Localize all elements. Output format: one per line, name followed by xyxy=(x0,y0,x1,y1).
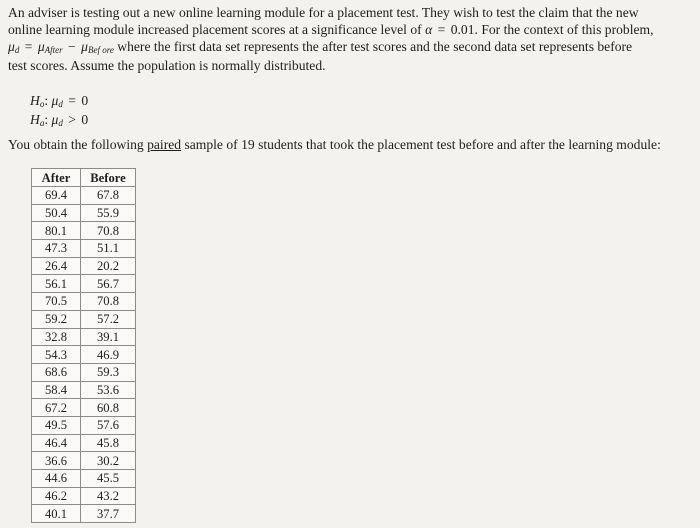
cell-before: 45.8 xyxy=(81,434,136,452)
table-row xyxy=(32,204,136,222)
cell-before: 60.8 xyxy=(81,399,136,417)
paired-underlined: paired xyxy=(147,137,182,152)
intro-line-2 xyxy=(8,21,688,38)
equals-sign-2: = xyxy=(24,39,33,54)
equals-sign: = xyxy=(437,22,446,37)
cell-before: 46.9 xyxy=(81,346,136,364)
cell-after: 40.1 xyxy=(32,505,81,523)
cell-before: 57.6 xyxy=(81,416,136,434)
cell-after: 70.5 xyxy=(32,293,81,311)
table-row xyxy=(32,310,136,328)
table-row xyxy=(32,434,136,452)
cell-after: 32.8 xyxy=(32,328,81,346)
table-row xyxy=(32,346,136,364)
table-row xyxy=(32,257,136,275)
cell-before: 53.6 xyxy=(81,381,136,399)
table-row xyxy=(32,275,136,293)
cell-before: 70.8 xyxy=(81,293,136,311)
alternative-hypothesis: Ha: μd > 0 xyxy=(30,112,89,128)
cell-before: 45.5 xyxy=(81,470,136,488)
column-header-after: After xyxy=(32,169,81,187)
cell-before: 59.3 xyxy=(81,363,136,381)
table-row xyxy=(32,240,136,258)
cell-after: 46.2 xyxy=(32,487,81,505)
table-row xyxy=(32,416,136,434)
table-row xyxy=(32,187,136,205)
alpha-value: 0.01 xyxy=(450,22,475,37)
cell-before: 55.9 xyxy=(81,204,136,222)
cell-before: 43.2 xyxy=(81,487,136,505)
cell-after: 58.4 xyxy=(32,381,81,399)
alpha-symbol: α xyxy=(425,22,433,37)
cell-after: 44.6 xyxy=(32,470,81,488)
cell-before: 30.2 xyxy=(81,452,136,470)
mu-d-symbol: μd xyxy=(8,39,20,55)
cell-after: 59.2 xyxy=(32,310,81,328)
cell-before: 56.7 xyxy=(81,275,136,293)
problem-statement xyxy=(8,4,688,74)
table-row xyxy=(32,381,136,399)
cell-after: 69.4 xyxy=(32,187,81,205)
intro-line-3 xyxy=(8,38,688,57)
table-row xyxy=(32,399,136,417)
mu-after-symbol: μAfter xyxy=(37,39,63,55)
table-row xyxy=(32,452,136,470)
mu-before-symbol: μBef ore xyxy=(81,39,114,55)
cell-before: 67.8 xyxy=(81,187,136,205)
cell-before: 70.8 xyxy=(81,222,136,240)
cell-after: 26.4 xyxy=(32,257,81,275)
table-row xyxy=(32,470,136,488)
table-row xyxy=(32,487,136,505)
intro-line-4: test scores. Assume the population is normally distributed. xyxy=(8,58,326,73)
cell-before: 39.1 xyxy=(81,328,136,346)
null-hypothesis: Ho: μd = 0 xyxy=(30,93,89,109)
cell-after: 46.4 xyxy=(32,434,81,452)
cell-before: 51.1 xyxy=(81,240,136,258)
cell-after: 49.5 xyxy=(32,416,81,434)
table-row xyxy=(32,363,136,381)
cell-after: 80.1 xyxy=(32,222,81,240)
intro-line-2-text: online learning module increased placement scores at a significance level of xyxy=(8,22,426,37)
cell-after: 67.2 xyxy=(32,399,81,417)
cell-before: 57.2 xyxy=(81,310,136,328)
data-prompt: You obtain the following paired sample of 19 students that took the placement test before and after the learning module: xyxy=(8,137,661,152)
paired-data-table xyxy=(31,168,136,523)
intro-line-2-end: . For the context of this problem, xyxy=(474,22,654,37)
table-row xyxy=(32,505,136,523)
column-header-before: Before xyxy=(81,169,136,187)
table-row xyxy=(32,293,136,311)
cell-after: 68.6 xyxy=(32,363,81,381)
intro-line-1: An adviser is testing out a new online learning module for a placement test. They wish to test the claim that the new xyxy=(8,5,639,20)
cell-after: 47.3 xyxy=(32,240,81,258)
cell-after: 36.6 xyxy=(32,452,81,470)
cell-before: 20.2 xyxy=(81,257,136,275)
hypotheses xyxy=(30,92,88,130)
intro-line-3-text: where the first data set represents the after test scores and the second data set represents before xyxy=(117,39,633,54)
table-row xyxy=(32,328,136,346)
table-body xyxy=(32,187,136,523)
table-header-row xyxy=(32,169,136,187)
table-row xyxy=(32,222,136,240)
minus-sign: − xyxy=(68,39,76,54)
cell-after: 50.4 xyxy=(32,204,81,222)
cell-after: 56.1 xyxy=(32,275,81,293)
cell-after: 54.3 xyxy=(32,346,81,364)
cell-before: 37.7 xyxy=(81,505,136,523)
